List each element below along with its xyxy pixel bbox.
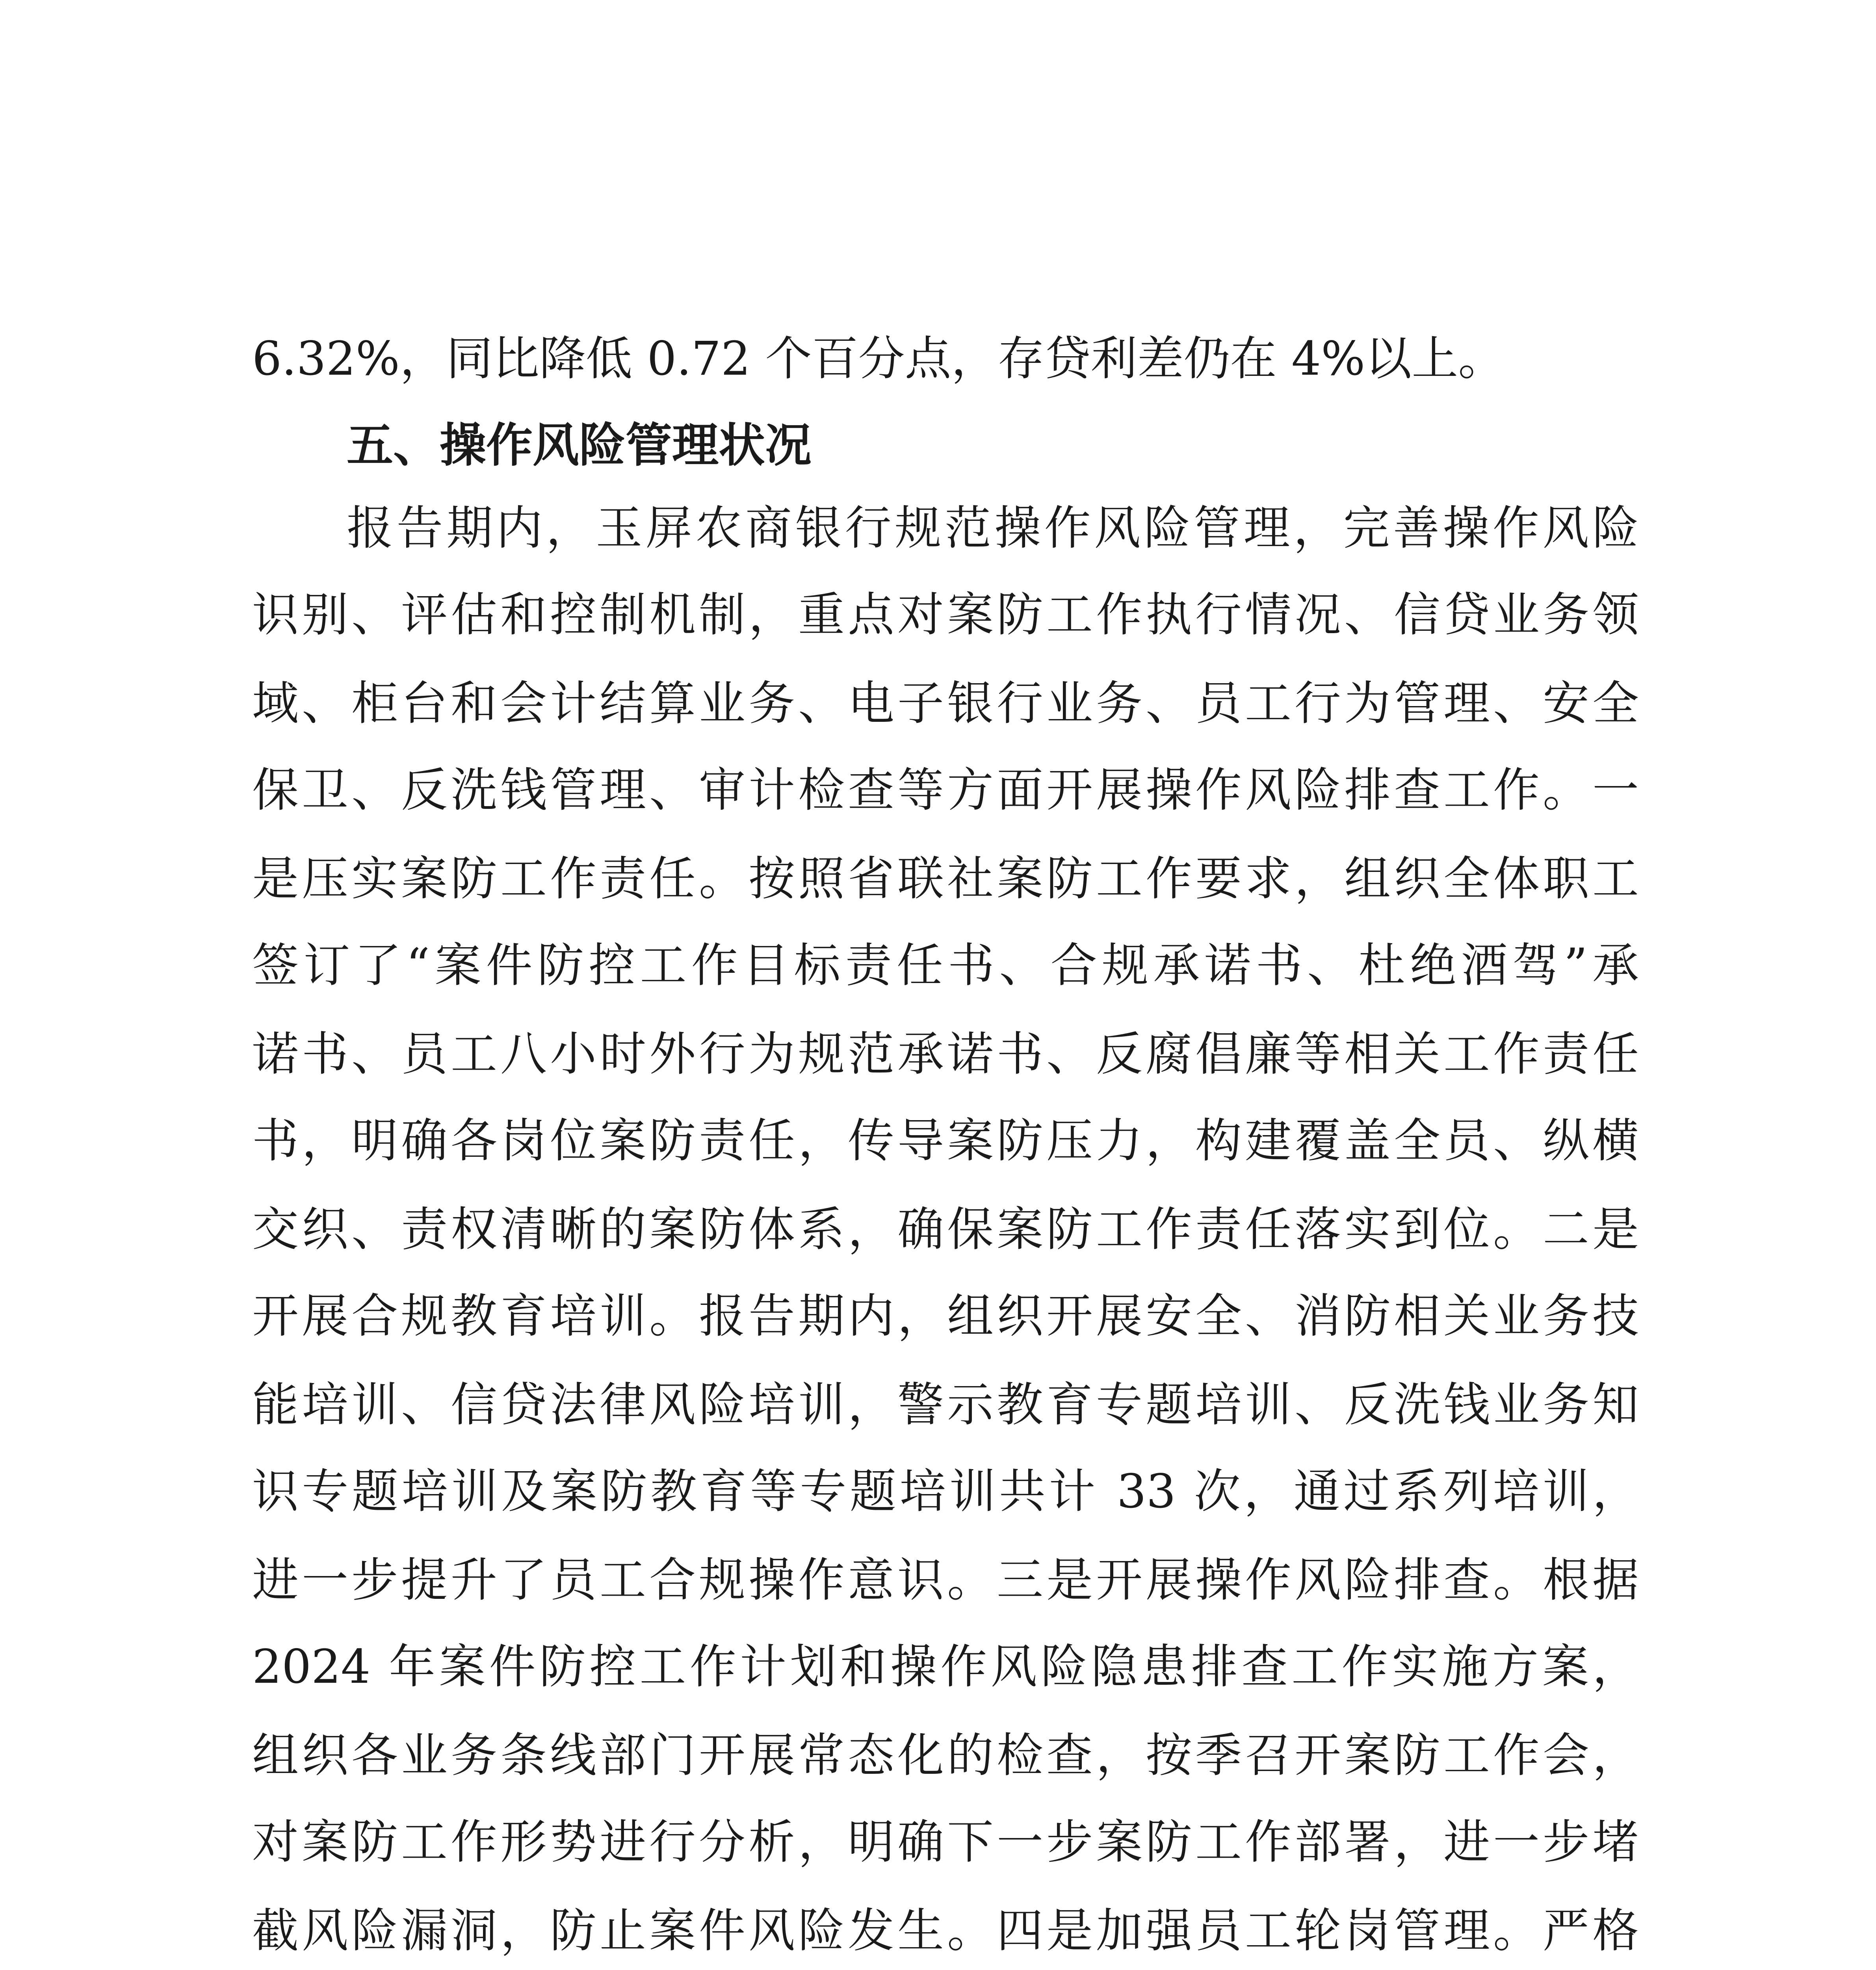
paragraph-line: 识专题培训及案防教育等专题培训共计 33 次，通过系列培训， — [252, 1464, 1639, 1518]
paragraph-line: 对案防工作形势进行分析，明确下一步案防工作部署，进一步堵 — [252, 1815, 1639, 1869]
paragraph-line: 6.32%，同比降低 0.72 个百分点，存贷利差仍在 4%以上。 — [252, 331, 1505, 386]
paragraph-line: 诺书、员工八小时外行为规范承诺书、反腐倡廉等相关工作责任 — [252, 1027, 1639, 1081]
paragraph-line: 是压实案防工作责任。按照省联社案防工作要求，组织全体职工 — [252, 851, 1639, 906]
paragraph-line: 识别、评估和控制机制，重点对案防工作执行情况、信贷业务领 — [252, 587, 1639, 642]
paragraph-line: 开展合规教育培训。报告期内，组织开展安全、消防相关业务技 — [252, 1289, 1639, 1343]
paragraph-line: 交织、责权清晰的案防体系，确保案防工作责任落实到位。二是 — [252, 1202, 1639, 1256]
paragraph-line: 2024 年案件防控工作计划和操作风险隐患排查工作实施方案， — [252, 1639, 1639, 1694]
paragraph-line: 签订了“案件防控工作目标责任书、合规承诺书、杜绝酒驾”承 — [252, 938, 1639, 992]
paragraph-line: 书，明确各岗位案防责任，传导案防压力，构建覆盖全员、纵横 — [252, 1113, 1639, 1168]
paragraph-line: 截风险漏洞，防止案件风险发生。四是加强员工轮岗管理。严格 — [252, 1903, 1639, 1958]
paragraph-line: 能培训、信贷法律风险培训，警示教育专题培训、反洗钱业务知 — [252, 1377, 1639, 1432]
paragraph-line: 保卫、反洗钱管理、审计检查等方面开展操作风险排查工作。一 — [252, 763, 1639, 817]
paragraph-line: 域、柜台和会计结算业务、电子银行业务、员工行为管理、安全 — [252, 676, 1639, 730]
paragraph-line: 组织各业务条线部门开展常态化的检查，按季召开案防工作会， — [252, 1728, 1639, 1782]
paragraph-line: 报告期内，玉屏农商银行规范操作风险管理，完善操作风险 — [347, 501, 1639, 555]
paragraph-line: 进一步提升了员工合规操作意识。三是开展操作风险排查。根据 — [252, 1553, 1639, 1607]
section-heading-operational-risk: 五、操作风险管理状况 — [347, 418, 812, 472]
